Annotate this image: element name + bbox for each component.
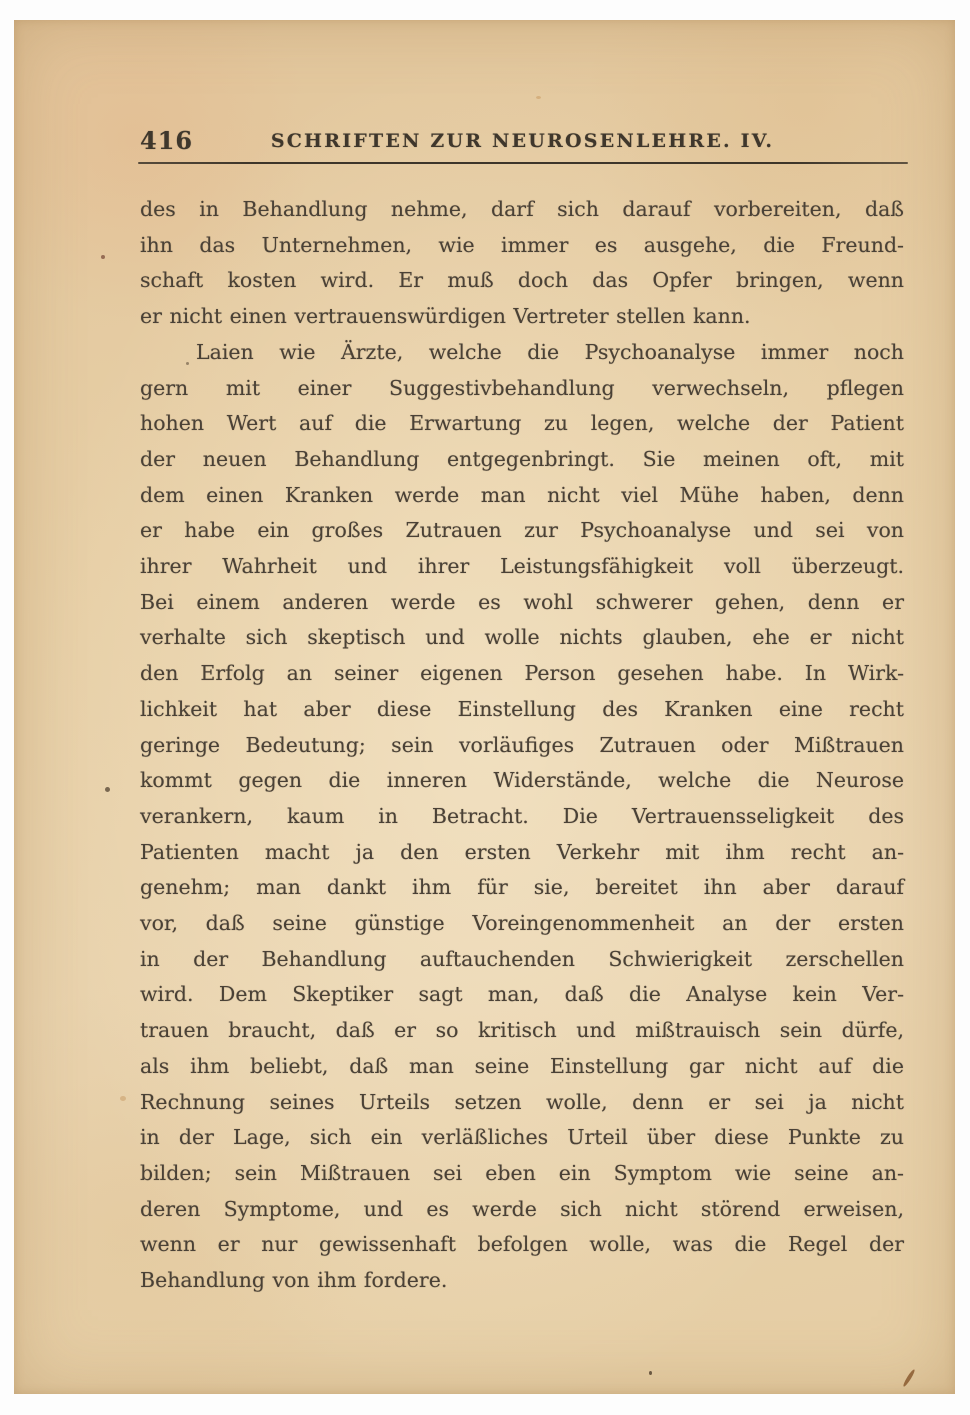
text-line: er habe ein großes Zutrauen zur Psychoanalyse und sei von <box>140 518 904 543</box>
page-number: 416 <box>140 126 194 155</box>
text-line: verhalte sich skeptisch und wolle nichts glauben, ehe er nicht <box>140 625 904 650</box>
text-line: gern mit einer Suggestivbehandlung verwechseln, pflegen <box>140 375 904 400</box>
text-line: wenn er nur gewissenhaft befolgen wolle, was die Regel der <box>140 1232 904 1257</box>
text-line: in der Behandlung auftauchenden Schwierigkeit zerschellen <box>140 946 904 971</box>
scan-speck <box>649 1371 652 1375</box>
text-line: geringe Bedeutung; sein vorläufiges Zutrauen oder Mißtrauen <box>140 732 904 757</box>
book-page <box>14 20 955 1394</box>
scan-speck <box>105 787 110 792</box>
text-line: ihrer Wahrheit und ihrer Leistungsfähigkeit voll überzeugt. <box>140 554 904 579</box>
text-line: der neuen Behandlung entgegenbringt. Sie meinen oft, mit <box>140 446 904 471</box>
text-line: Laien wie Ärzte, welche die Psychoanalyse immer noch <box>196 339 904 364</box>
text-line: trauen braucht, daß er so kritisch und mißtrauisch sein dürfe, <box>140 1018 904 1043</box>
text-line: den Erfolg an seiner eigenen Person gesehen habe. In Wirk- <box>140 661 904 686</box>
text-line: Rechnung seines Urteils setzen wolle, denn er sei ja nicht <box>140 1089 904 1114</box>
scan-speck <box>120 1096 126 1101</box>
scan-speck <box>101 255 105 259</box>
text-line: kommt gegen die inneren Widerstände, welche die Neurose <box>140 768 904 793</box>
text-line: genehm; man dankt ihm für sie, bereitet ihn aber darauf <box>140 875 904 900</box>
text-line: hohen Wert auf die Erwartung zu legen, welche der Patient <box>140 411 904 436</box>
text-line: des in Behandlung nehme, darf sich darauf vorbereiten, daß <box>140 197 904 221</box>
text-line: als ihm beliebt, daß man seine Einstellung gar nicht auf die <box>140 1053 904 1078</box>
text-line: dem einen Kranken werde man nicht viel Mühe haben, denn <box>140 482 904 507</box>
text-line: Patienten macht ja den ersten Verkehr mit ihm recht an- <box>140 839 904 864</box>
text-line: schaft kosten wird. Er muß doch das Opfer bringen, wenn <box>140 268 904 293</box>
text-line: in der Lage, sich ein verläßliches Urteil über diese Punkte zu <box>140 1125 904 1150</box>
text-block <box>140 192 904 1299</box>
running-title: SCHRIFTEN ZUR NEUROSENLEHRE. IV. <box>270 130 775 152</box>
text-line: Behandlung von ihm fordere. <box>140 1268 448 1293</box>
text-line: ihn das Unternehmen, wie immer es ausgehe, die Freund- <box>140 232 904 257</box>
text-line: verankern, kaum in Betracht. Die Vertrauensseligkeit des <box>140 803 904 828</box>
text-line: Bei einem anderen werde es wohl schwerer gehen, denn er <box>140 589 904 614</box>
text-line: vor, daß seine günstige Voreingenommenheit an der ersten <box>140 911 904 936</box>
text-line: lichkeit hat aber diese Einstellung des Kranken eine recht <box>140 696 904 721</box>
header-rule <box>138 162 908 164</box>
page-header <box>140 126 905 158</box>
text-line: deren Symptome, und es werde sich nicht störend erweisen, <box>140 1196 904 1221</box>
text-line: bilden; sein Mißtrauen sei eben ein Symptom wie seine an- <box>140 1160 904 1185</box>
text-line: wird. Dem Skeptiker sagt man, daß die Analyse kein Ver- <box>140 982 904 1007</box>
scan-speck <box>536 96 541 99</box>
text-line: er nicht einen vertrauenswürdigen Vertreter stellen kann. <box>140 304 751 329</box>
scan-speck <box>186 362 189 365</box>
